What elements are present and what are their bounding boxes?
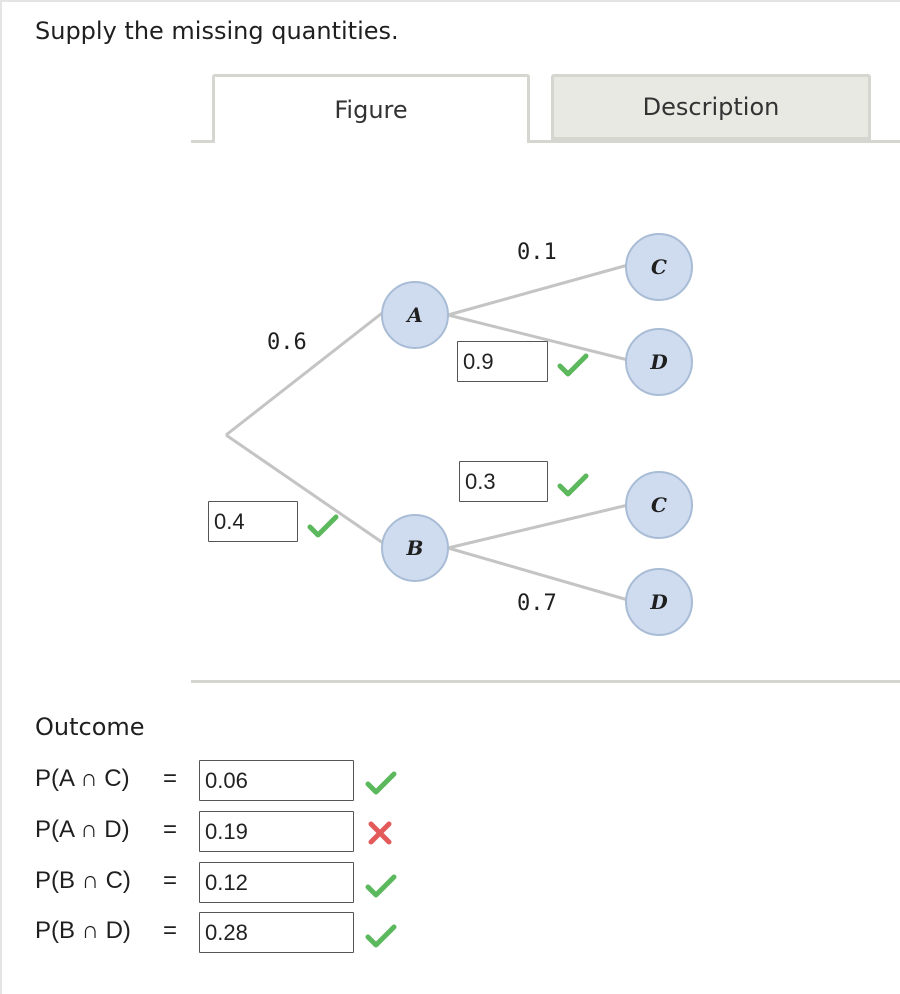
outcome-input-A-and-C[interactable] [199, 760, 354, 801]
svg-text:C: C [651, 493, 667, 517]
prob-A-C: 0.1 [517, 240, 557, 265]
node-B-D [626, 569, 692, 635]
check-icon [560, 476, 586, 494]
outcome-input-A-and-D[interactable] [199, 811, 354, 852]
equals-sign: = [163, 917, 178, 944]
equals-sign: = [163, 816, 178, 843]
svg-text:D: D [650, 590, 668, 614]
outcome-expression: P(B ∩ D) [35, 917, 131, 944]
node-B-C [626, 472, 692, 538]
check-icon [368, 927, 394, 945]
tab-description[interactable]: Description [551, 74, 871, 140]
root-to-B-input[interactable] [208, 501, 298, 542]
outcome-expression: P(B ∩ C) [35, 867, 131, 894]
branch-root-A [226, 310, 386, 435]
B-to-C-input[interactable] [459, 461, 548, 502]
tab-figure[interactable]: Figure [212, 74, 530, 143]
node-A-D [626, 329, 692, 395]
outcome-input-B-and-D[interactable] [199, 912, 354, 953]
cross-icon [371, 824, 389, 842]
branch-B-C [448, 505, 628, 548]
node-A-C [626, 234, 692, 300]
prob-B-D: 0.7 [517, 591, 557, 616]
outcome-expression: P(A ∩ D) [35, 816, 130, 843]
check-icon [368, 877, 394, 895]
check-icon [310, 517, 336, 535]
svg-text:C: C [651, 255, 667, 279]
outcome-expression: P(A ∩ C) [35, 765, 130, 792]
outcome-title: Outcome [35, 713, 145, 741]
check-icon [560, 356, 586, 374]
question-prompt: Supply the missing quantities. [35, 17, 399, 45]
branch-A-C [448, 265, 628, 315]
svg-text:D: D [650, 350, 668, 374]
svg-text:A: A [407, 303, 423, 327]
outcome-input-B-and-C[interactable] [199, 862, 354, 903]
A-to-D-input[interactable] [457, 341, 548, 382]
node-B [382, 515, 448, 581]
svg-text:B: B [406, 536, 424, 560]
equals-sign: = [163, 867, 178, 894]
check-icon [368, 774, 394, 792]
equals-sign: = [163, 765, 178, 792]
node-A [382, 282, 448, 348]
figure-bottom-line [191, 680, 900, 683]
prob-root-A: 0.6 [267, 330, 307, 355]
